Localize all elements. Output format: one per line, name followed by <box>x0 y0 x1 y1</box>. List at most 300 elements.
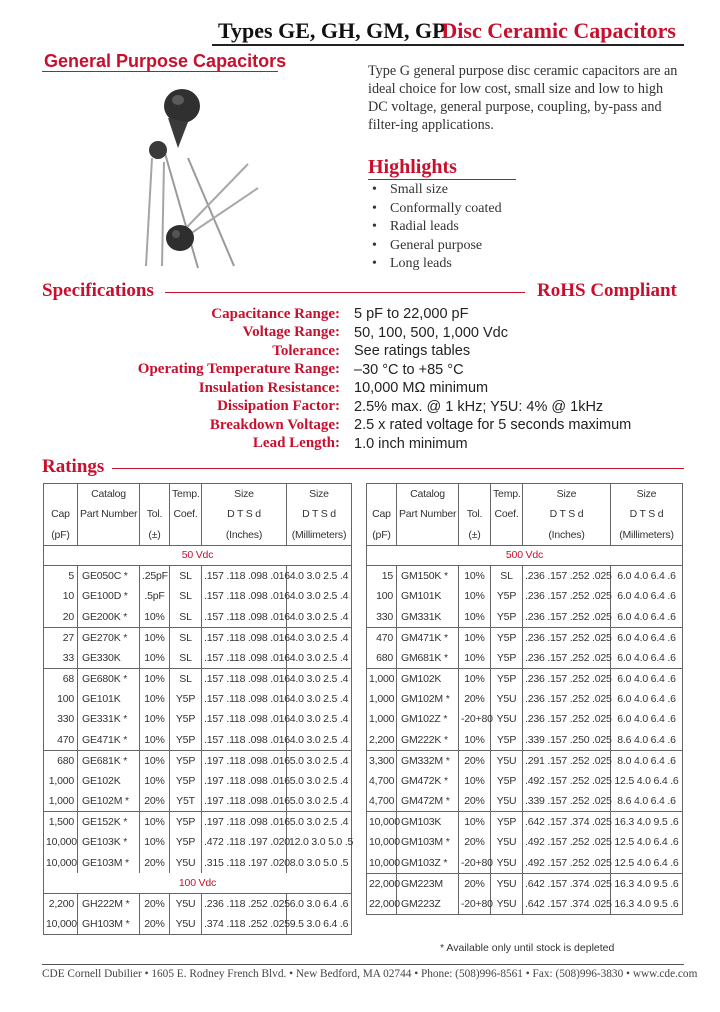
cap-cell: 330 <box>44 709 78 730</box>
cap-cell: 100 <box>44 689 78 710</box>
temp-coef-cell: Y5U <box>491 689 523 710</box>
size-inches-cell: .236 .157 .252 .025 <box>523 586 611 607</box>
table-header-cell: (Millimeters) <box>611 525 683 546</box>
temp-coef-cell: SL <box>170 627 202 648</box>
size-mm-cell: 16.3 4.0 9.5 .6 <box>611 894 683 915</box>
temp-coef-cell: Y5U <box>170 853 202 874</box>
ratings-right-body <box>367 484 683 915</box>
table-header-cell: Part Number <box>78 504 140 525</box>
ratings-title: Ratings <box>42 456 105 477</box>
size-inches-cell: .157 .118 .098 .016 <box>202 648 287 669</box>
tolerance-cell: 20% <box>459 873 491 894</box>
table-header-cell: Cap <box>44 504 78 525</box>
table-row <box>367 730 683 751</box>
table-header-cell: (±) <box>459 525 491 546</box>
table-row <box>367 832 683 853</box>
cap-cell: 1,000 <box>44 791 78 812</box>
tolerance-cell: 20% <box>459 832 491 853</box>
size-inches-cell: .197 .118 .098 .016 <box>202 750 287 771</box>
size-inches-cell: .197 .118 .098 .016 <box>202 791 287 812</box>
part-number-cell: GM103M * <box>397 832 459 853</box>
cap-cell: 3,300 <box>367 750 397 771</box>
tolerance-cell: 20% <box>140 853 170 874</box>
footer-rule <box>42 964 684 965</box>
size-mm-cell: 6.0 4.0 6.4 .6 <box>611 586 683 607</box>
size-mm-cell: 4.0 3.0 2.5 .4 <box>287 730 352 751</box>
cap-cell: 2,200 <box>44 894 78 915</box>
size-inches-cell: .291 .157 .252 .025 <box>523 750 611 771</box>
spec-value: 50, 100, 500, 1,000 Vdc <box>354 324 508 341</box>
cap-cell: 680 <box>44 750 78 771</box>
size-inches-cell: .642 .157 .374 .025 <box>523 894 611 915</box>
part-number-cell: GE200K * <box>78 607 140 628</box>
cap-cell: 33 <box>44 648 78 669</box>
temp-coef-cell: Y5P <box>491 607 523 628</box>
part-number-cell: GE103K * <box>78 832 140 853</box>
cap-cell: 330 <box>367 607 397 628</box>
temp-coef-cell: Y5U <box>491 894 523 915</box>
size-inches-cell: .642 .157 .374 .025 <box>523 812 611 833</box>
ratings-left-body <box>44 484 352 935</box>
table-header-cell: Size <box>611 484 683 505</box>
table-header-cell: Size <box>523 484 611 505</box>
size-mm-cell: 8.6 4.0 6.4 .6 <box>611 791 683 812</box>
table-header-cell: D T S d <box>202 504 287 525</box>
size-inches-cell: .157 .118 .098 .016 <box>202 586 287 607</box>
tolerance-cell: -20+80 <box>459 709 491 730</box>
size-mm-cell: 12.0 3.0 5.0 .5 <box>287 832 352 853</box>
part-number-cell: GE101K <box>78 689 140 710</box>
cap-cell: 1,000 <box>367 689 397 710</box>
size-inches-cell: .492 .157 .252 .025 <box>523 853 611 874</box>
tolerance-cell: 10% <box>140 709 170 730</box>
temp-coef-cell: Y5P <box>491 627 523 648</box>
table-row <box>44 648 352 669</box>
tolerance-cell: 10% <box>140 668 170 689</box>
general-purpose-rule <box>42 71 278 72</box>
part-number-cell: GE100D * <box>78 586 140 607</box>
part-number-cell: GM102M * <box>397 689 459 710</box>
part-number-cell: GE330K <box>78 648 140 669</box>
cap-cell: 1,000 <box>44 771 78 792</box>
part-number-cell: GM332M * <box>397 750 459 771</box>
list-item: • Long leads <box>372 255 502 274</box>
size-inches-cell: .157 .118 .098 .016 <box>202 566 287 587</box>
product-title: Disc Ceramic Capacitors <box>441 18 676 43</box>
table-row <box>44 627 352 648</box>
size-inches-cell: .236 .157 .252 .025 <box>523 689 611 710</box>
table-row <box>44 586 352 607</box>
spec-label: Tolerance: <box>272 342 340 359</box>
size-inches-cell: .236 .157 .252 .025 <box>523 566 611 587</box>
size-mm-cell: 12.5 4.0 6.4 .6 <box>611 771 683 792</box>
size-mm-cell: 4.0 3.0 2.5 .4 <box>287 709 352 730</box>
table-row <box>367 750 683 771</box>
part-number-cell: GE050C * <box>78 566 140 587</box>
part-number-cell: GM103K <box>397 812 459 833</box>
temp-coef-cell: Y5P <box>170 750 202 771</box>
size-inches-cell: .236 .157 .252 .025 <box>523 709 611 730</box>
temp-coef-cell: Y5P <box>170 771 202 792</box>
highlights-rule <box>368 179 516 180</box>
table-header-cell: (pF) <box>44 525 78 546</box>
table-header-cell: Tol. <box>140 504 170 525</box>
cap-cell: 5 <box>44 566 78 587</box>
page-header <box>214 18 684 52</box>
specifications-title: Specifications <box>42 280 154 301</box>
temp-coef-cell: SL <box>170 586 202 607</box>
tolerance-cell: 10% <box>459 627 491 648</box>
part-number-cell: GM222K * <box>397 730 459 751</box>
size-inches-cell: .315 .118 .197 .020 <box>202 853 287 874</box>
intro-paragraph: Type G general purpose disc ceramic capacitors are an ideal choice for low cost, small size and low to high DC voltage, general purpose, coupling, by-pass and filter-ing applications. <box>368 63 678 133</box>
voltage-header: 500 Vdc <box>367 545 683 566</box>
tolerance-cell: 10% <box>140 689 170 710</box>
tolerance-cell: 10% <box>140 607 170 628</box>
specifications-rule <box>165 292 525 293</box>
spec-value: See ratings tables <box>354 343 471 360</box>
table-row <box>44 832 352 853</box>
voltage-header: 100 Vdc <box>44 873 352 894</box>
tolerance-cell: 10% <box>140 730 170 751</box>
ratings-table-right <box>366 483 683 915</box>
size-inches-cell: .157 .118 .098 .016 <box>202 689 287 710</box>
size-inches-cell: .339 .157 .250 .025 <box>523 730 611 751</box>
tolerance-cell: 10% <box>459 566 491 587</box>
size-inches-cell: .642 .157 .374 .025 <box>523 873 611 894</box>
cap-cell: 27 <box>44 627 78 648</box>
table-row <box>367 709 683 730</box>
size-mm-cell: 6.0 3.0 6.4 .6 <box>287 894 352 915</box>
ratings-table-left <box>43 483 352 935</box>
table-header-cell: (±) <box>140 525 170 546</box>
cap-cell: 10,000 <box>44 832 78 853</box>
spec-value: 2.5 x rated voltage for 5 seconds maximum <box>354 417 632 434</box>
tolerance-cell: -20+80 <box>459 853 491 874</box>
table-header-cell <box>170 525 202 546</box>
table-row <box>367 566 683 587</box>
size-inches-cell: .197 .118 .098 .016 <box>202 771 287 792</box>
temp-coef-cell: Y5P <box>170 730 202 751</box>
cap-cell: 680 <box>367 648 397 669</box>
part-number-cell: GM472K * <box>397 771 459 792</box>
temp-coef-cell: Y5U <box>491 853 523 874</box>
size-inches-cell: .236 .157 .252 .025 <box>523 668 611 689</box>
table-header-row <box>44 504 352 525</box>
table-row <box>44 709 352 730</box>
spec-label: Capacitance Range: <box>211 305 340 322</box>
size-mm-cell: 6.0 4.0 6.4 .6 <box>611 627 683 648</box>
voltage-header-row <box>44 873 352 894</box>
table-header-cell: Coef. <box>170 504 202 525</box>
size-mm-cell: 6.0 4.0 6.4 .6 <box>611 607 683 628</box>
table-header-cell: Coef. <box>491 504 523 525</box>
part-number-cell: GE270K * <box>78 627 140 648</box>
spec-row <box>100 342 700 361</box>
size-inches-cell: .236 .157 .252 .025 <box>523 607 611 628</box>
table-header-row <box>44 525 352 546</box>
part-number-cell: GM101K <box>397 586 459 607</box>
table-row <box>44 607 352 628</box>
size-inches-cell: .197 .118 .098 .016 <box>202 812 287 833</box>
cap-cell: 10,000 <box>44 914 78 935</box>
cap-cell: 10 <box>44 586 78 607</box>
size-inches-cell: .492 .157 .252 .025 <box>523 771 611 792</box>
spec-label: Lead Length: <box>252 435 340 452</box>
tolerance-cell: 10% <box>140 750 170 771</box>
part-number-cell: GE102M * <box>78 791 140 812</box>
cap-cell: 10,000 <box>367 812 397 833</box>
size-mm-cell: 5.0 3.0 2.5 .4 <box>287 771 352 792</box>
size-mm-cell: 4.0 3.0 2.5 .4 <box>287 668 352 689</box>
size-inches-cell: .157 .118 .098 .016 <box>202 668 287 689</box>
cap-cell: 20 <box>44 607 78 628</box>
temp-coef-cell: Y5T <box>170 791 202 812</box>
table-header-cell <box>140 484 170 505</box>
table-row <box>44 566 352 587</box>
size-mm-cell: 6.0 4.0 6.4 .6 <box>611 668 683 689</box>
size-mm-cell: 8.0 4.0 6.4 .6 <box>611 750 683 771</box>
table-row <box>367 873 683 894</box>
cap-cell: 4,700 <box>367 771 397 792</box>
part-number-cell: GH222M * <box>78 894 140 915</box>
tolerance-cell: 10% <box>140 771 170 792</box>
spec-row <box>100 324 700 343</box>
temp-coef-cell: SL <box>170 607 202 628</box>
temp-coef-cell: Y5P <box>491 668 523 689</box>
types-title: Types GE, GH, GM, GP <box>218 18 446 43</box>
size-mm-cell: 5.0 3.0 2.5 .4 <box>287 812 352 833</box>
table-header-cell <box>491 525 523 546</box>
part-number-cell: GM681K * <box>397 648 459 669</box>
table-header-cell <box>78 525 140 546</box>
table-header-cell: (Millimeters) <box>287 525 352 546</box>
table-row <box>367 812 683 833</box>
table-header-cell: D T S d <box>287 504 352 525</box>
part-number-cell: GM223M <box>397 873 459 894</box>
size-mm-cell: 6.0 4.0 6.4 .6 <box>611 648 683 669</box>
size-inches-cell: .157 .118 .098 .016 <box>202 730 287 751</box>
spec-value: 10,000 MΩ minimum <box>354 380 489 397</box>
table-row <box>44 894 352 915</box>
tolerance-cell: 10% <box>459 607 491 628</box>
tolerance-cell: 10% <box>459 730 491 751</box>
size-mm-cell: 12.5 4.0 6.4 .6 <box>611 853 683 874</box>
spec-value: 2.5% max. @ 1 kHz; Y5U: 4% @ 1kHz <box>354 398 604 415</box>
table-row <box>44 750 352 771</box>
size-inches-cell: .339 .157 .252 .025 <box>523 791 611 812</box>
list-item: • Conformally coated <box>372 200 502 219</box>
size-mm-cell: 4.0 3.0 2.5 .4 <box>287 566 352 587</box>
table-row <box>367 791 683 812</box>
spec-label: Dissipation Factor: <box>217 398 340 415</box>
cap-cell: 22,000 <box>367 894 397 915</box>
temp-coef-cell: Y5U <box>491 709 523 730</box>
tolerance-cell: 20% <box>140 791 170 812</box>
spec-label: Voltage Range: <box>242 324 340 341</box>
temp-coef-cell: Y5P <box>491 648 523 669</box>
part-number-cell: GM102K <box>397 668 459 689</box>
size-mm-cell: 8.0 3.0 5.0 .5 <box>287 853 352 874</box>
cap-cell: 1,000 <box>367 709 397 730</box>
size-inches-cell: .374 .118 .252 .025 <box>202 914 287 935</box>
temp-coef-cell: Y5P <box>491 586 523 607</box>
cap-cell: 10,000 <box>367 832 397 853</box>
tolerance-cell: 10% <box>140 648 170 669</box>
spec-label: Operating Temperature Range: <box>137 361 340 378</box>
spec-row <box>100 361 700 380</box>
table-header-row <box>367 504 683 525</box>
table-header-cell <box>44 484 78 505</box>
size-mm-cell: 6.0 4.0 6.4 .6 <box>611 689 683 710</box>
size-inches-cell: .236 .118 .252 .025 <box>202 894 287 915</box>
tolerance-cell: .5pF <box>140 586 170 607</box>
tolerance-cell: 20% <box>140 914 170 935</box>
spec-value: 1.0 inch minimum <box>354 435 468 452</box>
voltage-header: 50 Vdc <box>44 545 352 566</box>
table-header-cell: Catalog <box>397 484 459 505</box>
table-header-cell <box>459 484 491 505</box>
highlights-title: Highlights <box>368 156 457 178</box>
size-mm-cell: 4.0 3.0 2.5 .4 <box>287 689 352 710</box>
size-mm-cell: 9.5 3.0 6.4 .6 <box>287 914 352 935</box>
table-row <box>367 648 683 669</box>
temp-coef-cell: Y5P <box>170 812 202 833</box>
temp-coef-cell: SL <box>170 668 202 689</box>
table-header-cell: Tol. <box>459 504 491 525</box>
cap-cell: 1,500 <box>44 812 78 833</box>
temp-coef-cell: Y5P <box>170 709 202 730</box>
capacitor-photo <box>128 78 290 278</box>
tolerance-cell: 10% <box>140 832 170 853</box>
size-inches-cell: .157 .118 .098 .016 <box>202 627 287 648</box>
list-item: • Small size <box>372 181 502 200</box>
table-row <box>367 853 683 874</box>
size-mm-cell: 5.0 3.0 2.5 .4 <box>287 791 352 812</box>
size-mm-cell: 12.5 4.0 6.4 .6 <box>611 832 683 853</box>
tolerance-cell: 10% <box>140 627 170 648</box>
temp-coef-cell: Y5P <box>491 812 523 833</box>
cap-cell: 2,200 <box>367 730 397 751</box>
spec-label: Insulation Resistance: <box>198 379 340 396</box>
size-mm-cell: 6.0 4.0 6.4 .6 <box>611 566 683 587</box>
specifications-list <box>100 305 700 453</box>
table-header-cell: Cap <box>367 504 397 525</box>
temp-coef-cell: Y5U <box>170 894 202 915</box>
cap-cell: 1,000 <box>367 668 397 689</box>
highlights-list <box>372 181 502 274</box>
table-header-cell <box>397 525 459 546</box>
temp-coef-cell: Y5P <box>491 771 523 792</box>
tolerance-cell: .25pF <box>140 566 170 587</box>
temp-coef-cell: Y5U <box>491 832 523 853</box>
part-number-cell: GM102Z * <box>397 709 459 730</box>
size-inches-cell: .157 .118 .098 .016 <box>202 709 287 730</box>
table-row <box>367 627 683 648</box>
spec-row <box>100 435 700 454</box>
part-number-cell: GE103M * <box>78 853 140 874</box>
general-purpose-title: General Purpose Capacitors <box>44 51 287 71</box>
spec-value: –30 °C to +85 °C <box>354 361 464 378</box>
table-header-cell: D T S d <box>523 504 611 525</box>
table-header-cell: Temp. <box>491 484 523 505</box>
part-number-cell: GE331K * <box>78 709 140 730</box>
tolerance-cell: 10% <box>459 771 491 792</box>
size-inches-cell: .492 .157 .252 .025 <box>523 832 611 853</box>
table-row <box>44 771 352 792</box>
table-header-cell: Temp. <box>170 484 202 505</box>
part-number-cell: GH103M * <box>78 914 140 935</box>
tolerance-cell: 10% <box>459 812 491 833</box>
size-mm-cell: 4.0 3.0 2.5 .4 <box>287 607 352 628</box>
table-header-row <box>44 484 352 505</box>
table-header-cell: (Inches) <box>202 525 287 546</box>
part-number-cell: GE681K * <box>78 750 140 771</box>
table-header-cell: (pF) <box>367 525 397 546</box>
temp-coef-cell: Y5P <box>170 832 202 853</box>
table-header-cell: Size <box>287 484 352 505</box>
size-mm-cell: 5.0 3.0 2.5 .4 <box>287 750 352 771</box>
cap-cell: 470 <box>367 627 397 648</box>
table-row <box>367 894 683 915</box>
size-inches-cell: .157 .118 .098 .016 <box>202 607 287 628</box>
table-row <box>367 586 683 607</box>
cap-cell: 15 <box>367 566 397 587</box>
table-row <box>44 668 352 689</box>
temp-coef-cell: Y5P <box>491 730 523 751</box>
table-header-cell: (Inches) <box>523 525 611 546</box>
temp-coef-cell: Y5U <box>491 791 523 812</box>
temp-coef-cell: SL <box>170 648 202 669</box>
size-mm-cell: 16.3 4.0 9.5 .6 <box>611 873 683 894</box>
table-row <box>44 914 352 935</box>
table-header-cell: Catalog <box>78 484 140 505</box>
rohs-compliant-label: RoHS Compliant <box>537 280 677 301</box>
table-row <box>367 771 683 792</box>
size-inches-cell: .472 .118 .197 .020 <box>202 832 287 853</box>
part-number-cell: GM331K <box>397 607 459 628</box>
spec-row <box>100 379 700 398</box>
table-row <box>367 668 683 689</box>
cap-cell: 4,700 <box>367 791 397 812</box>
cap-cell: 22,000 <box>367 873 397 894</box>
part-number-cell: GM103Z * <box>397 853 459 874</box>
part-number-cell: GM472M * <box>397 791 459 812</box>
part-number-cell: GE471K * <box>78 730 140 751</box>
spec-row <box>100 305 700 324</box>
table-row <box>44 853 352 874</box>
table-header-cell: Part Number <box>397 504 459 525</box>
table-header-cell: Size <box>202 484 287 505</box>
temp-coef-cell: Y5P <box>170 689 202 710</box>
cap-cell: 10,000 <box>367 853 397 874</box>
table-row <box>44 791 352 812</box>
tolerance-cell: 20% <box>459 689 491 710</box>
temp-coef-cell: Y5U <box>491 750 523 771</box>
spec-row <box>100 416 700 435</box>
size-mm-cell: 16.3 4.0 9.5 .6 <box>611 812 683 833</box>
list-item: • General purpose <box>372 237 502 256</box>
part-number-cell: GE102K <box>78 771 140 792</box>
voltage-header-row <box>44 545 352 566</box>
spec-row <box>100 398 700 417</box>
page-footer: CDE Cornell Dubilier • 1605 E. Rodney French Blvd. • New Bedford, MA 02744 • Phone: (508)996-8561 • Fax: (508)996-3830 • www.cde.com <box>42 968 698 980</box>
list-item: • Radial leads <box>372 218 502 237</box>
table-row <box>367 689 683 710</box>
size-inches-cell: .236 .157 .252 .025 <box>523 648 611 669</box>
tolerance-cell: 20% <box>459 791 491 812</box>
availability-note: * Available only until stock is depleted <box>440 942 615 954</box>
